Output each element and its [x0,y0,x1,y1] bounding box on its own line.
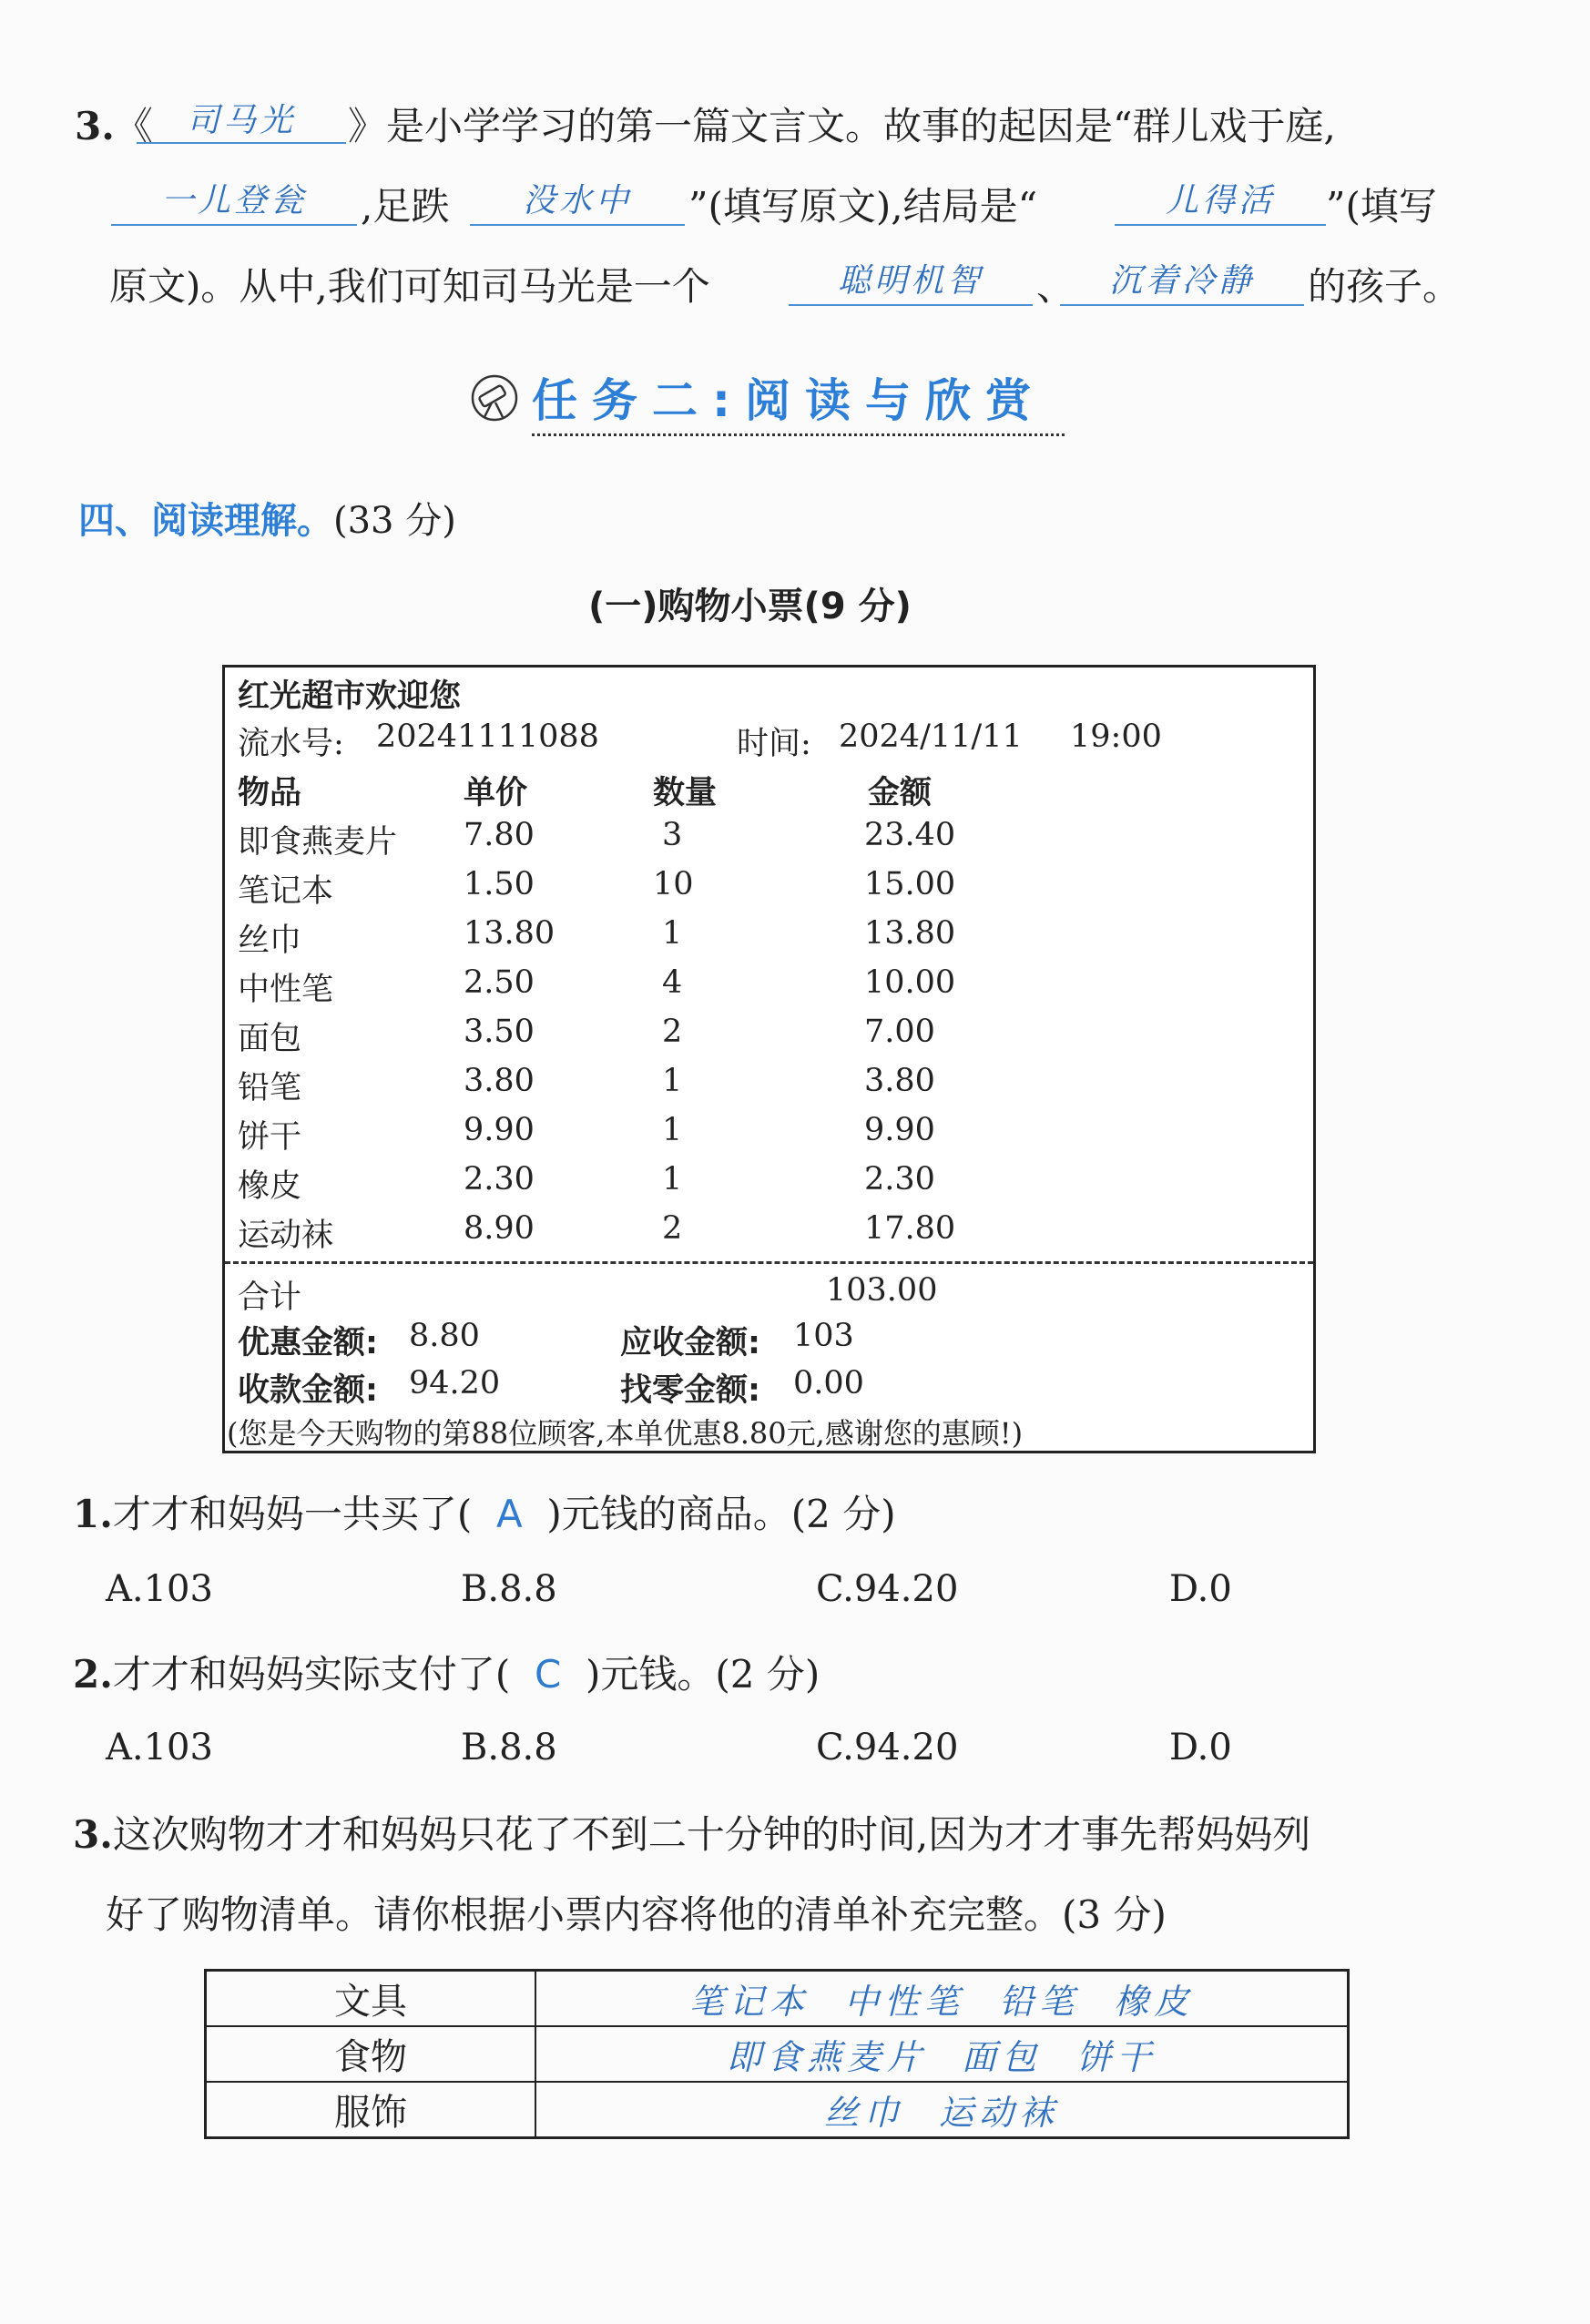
question-2-text-after: )元钱。(2 分) [585,1652,820,1697]
receipt-quantity: 4 [662,964,683,1001]
receipt-header-price: 单价 [464,775,528,811]
receipt-serial-label: 流水号: [238,726,344,762]
receipt-unit-price: 7.80 [464,817,535,853]
receipt-time-label: 时间: [737,726,811,762]
receipt-amount: 9.90 [864,1112,935,1148]
task-two-title: 任务二:阅读与欣赏 [532,364,1065,436]
section-four-heading [78,492,456,544]
list-category: 食物 [206,2026,536,2082]
receipt-quantity: 1 [662,1112,683,1148]
q3-blank-4: 儿得活 [1115,175,1326,226]
q3-text-5: 原文)。从中,我们可知司马光是一个 [109,264,710,309]
receipt-footer: (您是今天购物的第88位顾客,本单优惠8.80元,感谢您的惠顾!) [227,1416,1024,1451]
question-1-option-c: C.94.20 [816,1568,959,1610]
receipt-discount-label: 优惠金额: [238,1325,378,1361]
receipt-amount: 17.80 [864,1210,956,1247]
receipt-unit-price: 13.80 [464,915,555,952]
question-1-answer: A [495,1492,523,1536]
telescope-icon [470,373,519,423]
receipt-time: 19:00 [1070,719,1162,755]
q3-close-book-mark: 》 [348,104,387,148]
receipt-quantity: 2 [662,1014,683,1050]
question-2-option-a: A.103 [106,1727,213,1768]
q3-open-book-mark: 《 [114,104,153,148]
q3-line1-text [348,97,1336,151]
receipt-amount: 13.80 [864,915,956,952]
receipt-unit-price: 9.90 [464,1112,535,1148]
receipt-amount: 3.80 [864,1063,935,1099]
receipt-divider [225,1261,1313,1264]
q3-blank-3: 没水中 [470,175,685,226]
question-3-text-2: 好了购物清单。请你根据小票内容将他的清单补充完整。(3 分) [106,1892,1167,1937]
question-3-line-1 [73,1805,1310,1860]
receipt-paid-label: 收款金额: [238,1372,378,1409]
list-category: 服饰 [206,2082,536,2138]
receipt-header-qty: 数量 [653,775,718,811]
question-2-number: 2. [73,1652,113,1697]
receipt-quantity: 1 [662,915,683,952]
q3-number: 3. [75,104,115,148]
receipt-quantity: 1 [662,1161,683,1198]
receipt-item-name: 中性笔 [238,972,334,1008]
receipt-change: 0.00 [793,1365,864,1402]
receipt-total-label: 合计 [238,1279,302,1316]
receipt-date: 2024/11/11 [839,719,1023,755]
table-row [206,1971,1349,2027]
list-category: 文具 [206,1971,536,2027]
section-four-score: (33 分) [333,500,456,542]
list-items: 笔记本 中性笔 铅笔 橡皮 [535,1971,1349,2027]
receipt-unit-price: 2.30 [464,1161,535,1198]
q3-text-2: ,足跌 [361,184,450,229]
question-1-text-after: )元钱的商品。(2 分) [546,1492,896,1536]
question-1-option-b: B.8.8 [461,1568,557,1610]
receipt-item-name: 橡皮 [238,1168,302,1205]
shopping-receipt [222,665,1316,1453]
receipt-unit-price: 2.50 [464,964,535,1001]
table-row [206,2026,1349,2082]
receipt-item-name: 即食燕麦片 [238,824,398,861]
receipt-quantity: 3 [662,817,683,853]
q3-text-1: 是小学学习的第一篇文言文。故事的起因是“群儿戏于庭, [386,104,1336,148]
question-1 [73,1484,896,1539]
question-2-option-d: D.0 [1169,1727,1232,1768]
question-2-answer: C [534,1652,562,1697]
receipt-discount: 8.80 [409,1318,480,1354]
q3-blank-1: 司马光 [137,95,346,144]
receipt-unit-price: 8.90 [464,1210,535,1247]
question-2-option-b: B.8.8 [461,1727,557,1768]
question-2-text-before: 才才和妈妈实际支付了( [112,1652,511,1697]
q3-blank-5: 聪明机智 [789,255,1033,306]
receipt-item-name: 运动袜 [238,1218,334,1254]
receipt-item-name: 饼干 [238,1119,302,1156]
q3-text-6: 的孩子。 [1308,264,1462,309]
q3-separator: 、 [1036,264,1075,309]
receipt-item-name: 笔记本 [238,873,334,910]
receipt-item-name: 铅笔 [238,1070,302,1106]
list-items: 即食燕麦片 面包 饼干 [535,2026,1349,2082]
receipt-due: 103 [793,1318,854,1354]
list-items: 丝巾 运动袜 [535,2082,1349,2138]
receipt-due-label: 应收金额: [620,1325,760,1361]
q3-blank-6: 沉着冷静 [1060,255,1304,306]
receipt-item-name: 面包 [238,1021,302,1057]
q3-text-3: ”(填写原文),结局是“ [688,184,1038,229]
question-3-text-1: 这次购物才才和妈妈只花了不到二十分钟的时间,因为才才事先帮妈妈列 [112,1812,1311,1857]
receipt-amount: 23.40 [864,817,956,853]
receipt-amount: 15.00 [864,866,956,902]
section-four-title: 四、阅读理解。 [78,500,333,542]
receipt-quantity: 2 [662,1210,683,1247]
receipt-header-amount: 金额 [868,775,933,811]
table-row [206,2082,1349,2138]
subsection-title: (一)购物小票(9 分) [588,586,912,627]
question-1-option-a: A.103 [106,1568,213,1610]
receipt-quantity: 1 [662,1063,683,1099]
receipt-store-name: 红光超市欢迎您 [238,678,462,715]
receipt-unit-price: 3.80 [464,1063,535,1099]
question-3-number: 3. [73,1812,113,1857]
receipt-amount: 7.00 [864,1014,935,1050]
receipt-amount: 2.30 [864,1161,935,1198]
shopping-list-table [204,1969,1350,2139]
receipt-header-item: 物品 [238,775,302,811]
receipt-amount: 10.00 [864,964,956,1001]
q3-text-4: ”(填写 [1326,184,1437,229]
question-2-option-c: C.94.20 [816,1727,959,1768]
receipt-serial: 20241111088 [376,719,599,755]
receipt-quantity: 10 [653,866,694,902]
receipt-paid: 94.20 [409,1365,501,1402]
receipt-unit-price: 3.50 [464,1014,535,1050]
question-1-option-d: D.0 [1169,1568,1232,1610]
question-2 [73,1645,820,1699]
receipt-unit-price: 1.50 [464,866,535,902]
question-1-number: 1. [73,1492,113,1536]
q3-blank-2: 一儿登瓮 [111,175,357,226]
receipt-change-label: 找零金额: [620,1372,760,1409]
receipt-item-name: 丝巾 [238,922,302,959]
question-1-text-before: 才才和妈妈一共买了( [112,1492,473,1536]
receipt-total: 103.00 [826,1272,938,1309]
